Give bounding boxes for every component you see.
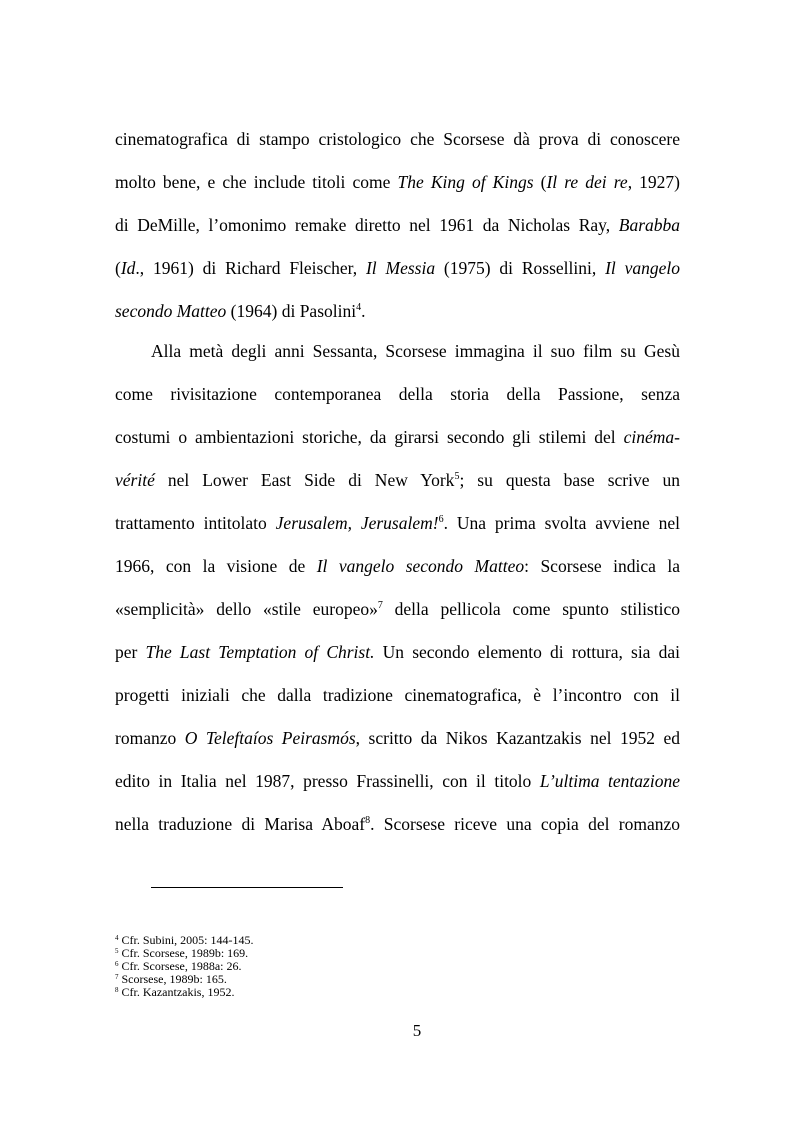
- text-run: nella traduzione di Marisa Aboaf: [115, 814, 366, 834]
- text-run: edito in Italia nel 1987, presso Frassinelli, con il titolo: [115, 771, 540, 791]
- footnote-number: 6: [115, 960, 119, 968]
- italic-text: Id: [120, 258, 136, 278]
- italic-text: The King of Kings: [397, 172, 534, 192]
- italic-text: L’ultima tentazione: [539, 771, 680, 791]
- text-line: [115, 426, 680, 448]
- text-run: : Scorsese indica la: [524, 556, 680, 576]
- text-line: [115, 641, 680, 663]
- text-run: Alla metà degli anni Sessanta, Scorsese immagina il suo film su Gesù: [151, 341, 680, 361]
- text-run: nel Lower East Side di New York: [154, 470, 455, 490]
- text-run: «semplicità» dello «stile europeo»: [115, 599, 378, 619]
- footnote-text: Cfr. Scorsese, 1988a: 26.: [121, 959, 242, 973]
- text-run: (1964) di Pasolini: [226, 301, 357, 321]
- italic-text: Il vangelo secondo Matteo: [316, 556, 525, 576]
- text-line: [115, 512, 680, 534]
- text-run: (1975) di Rossellini,: [435, 258, 606, 278]
- text-run: cinematografica di stampo cristologico che Scorsese dà prova di conoscere: [115, 129, 680, 149]
- italic-text: The Last Temptation of Christ.: [145, 642, 375, 662]
- footnote: [115, 960, 241, 973]
- text-run: progetti iniziali che dalla tradizione cinematografica, è l’incontro con il: [115, 685, 680, 705]
- text-line: [151, 340, 680, 362]
- italic-text: Il re dei re: [546, 172, 628, 192]
- italic-text: Barabba: [618, 215, 680, 235]
- text-run: come rivisitazione contemporanea della storia della Passione, senza: [115, 384, 680, 404]
- footnote-number: 4: [115, 934, 119, 942]
- text-run: .: [361, 301, 366, 321]
- page-number: 5: [412, 1021, 422, 1040]
- text-run: (: [115, 258, 121, 278]
- italic-text: O Teleftaíos Peirasmós: [184, 728, 356, 748]
- footnote-ref: 7: [377, 600, 383, 611]
- text-run: . Scorsese riceve una copia del romanzo: [370, 814, 680, 834]
- footnote-ref: 8: [365, 815, 371, 826]
- footnote-number: 5: [115, 947, 119, 955]
- footnote-ref: 5: [454, 471, 460, 482]
- italic-text: cinéma-: [623, 427, 680, 447]
- footnote-text: Cfr. Kazantzakis, 1952.: [121, 985, 235, 999]
- text-line: [115, 171, 680, 193]
- text-line: [115, 555, 680, 577]
- text-line: [115, 469, 680, 491]
- footnote: [115, 973, 227, 986]
- text-run: Un secondo elemento di rottura, sia dai: [374, 642, 680, 662]
- italic-text: secondo Matteo: [115, 301, 227, 321]
- footnote-text: Cfr. Scorsese, 1989b: 169.: [121, 946, 249, 960]
- italic-text: Il Messia: [365, 258, 436, 278]
- footnote: [115, 934, 254, 947]
- text-line: [115, 383, 680, 405]
- text-line: [115, 128, 680, 150]
- text-line: [115, 813, 680, 835]
- text-run: 1966, con la visione de: [115, 556, 317, 576]
- footnote: [115, 947, 248, 960]
- text-line: [115, 684, 680, 706]
- text-run: , scritto da Nikos Kazantzakis nel 1952 ed: [355, 728, 680, 748]
- footnote-text: Scorsese, 1989b: 165.: [121, 972, 227, 986]
- text-run: per: [115, 642, 146, 662]
- footnote-ref: 4: [356, 302, 362, 313]
- footnote: [115, 986, 234, 999]
- text-line: [115, 300, 680, 322]
- text-run: di DeMille, l’omonimo remake diretto nel 1961 da Nicholas Ray,: [115, 215, 619, 235]
- text-line: [115, 257, 680, 279]
- italic-text: Il vangelo: [605, 258, 680, 278]
- text-run: trattamento intitolato: [115, 513, 276, 533]
- text-run: , 1927): [627, 172, 681, 192]
- text-run: . Una prima svolta avviene nel: [443, 513, 680, 533]
- footnote-ref: 6: [438, 514, 444, 525]
- text-line: [115, 214, 680, 236]
- text-run: costumi o ambientazioni storiche, da girarsi secondo gli stilemi del: [115, 427, 624, 447]
- text-run: della pellicola come spunto stilistico: [382, 599, 680, 619]
- text-run: molto bene, e che include titoli come: [115, 172, 398, 192]
- text-run: ., 1961) di Richard Fleischer,: [135, 258, 366, 278]
- italic-text: vérité: [115, 470, 155, 490]
- footnote-number: 8: [115, 986, 119, 994]
- footnote-separator: [151, 887, 343, 888]
- text-run: romanzo: [115, 728, 185, 748]
- italic-text: Jerusalem, Jerusalem!: [275, 513, 439, 533]
- footnote-text: Cfr. Subini, 2005: 144-145.: [121, 933, 254, 947]
- text-line: [115, 727, 680, 749]
- text-line: [115, 770, 680, 792]
- text-run: ; su questa base scrive un: [459, 470, 680, 490]
- footnote-number: 7: [115, 973, 119, 981]
- text-run: (: [533, 172, 547, 192]
- text-line: [115, 598, 680, 620]
